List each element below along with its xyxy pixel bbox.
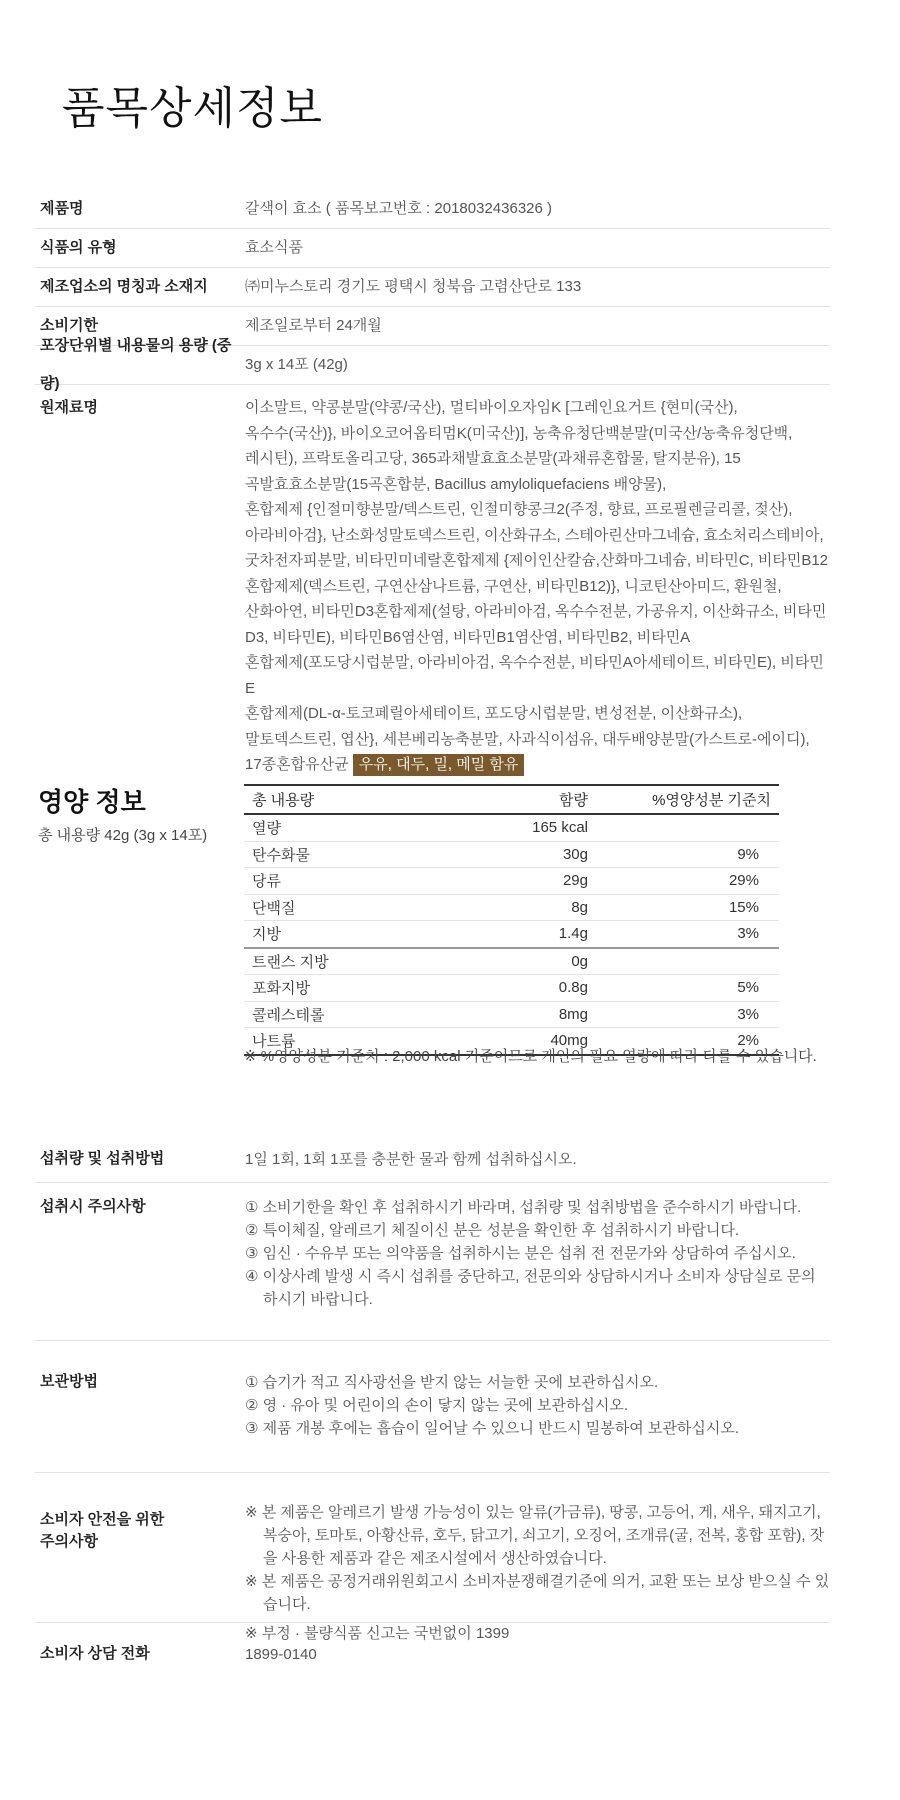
info-label: 제조업소의 명칭과 소재지: [40, 278, 208, 295]
nutrient-name: 당류: [244, 868, 460, 895]
intake-label: 섭취량 및 섭취방법: [40, 1150, 165, 1167]
allergen-badge: 우유, 대두, 밀, 메밀 함유: [353, 754, 525, 776]
nutrient-name: 포화지방: [244, 975, 460, 1002]
nutrient-amount: 0.8g: [460, 975, 596, 1002]
storage-section: [35, 1341, 830, 1473]
info-label: 소비기한: [40, 317, 98, 334]
nutrition-header-row: [244, 785, 779, 814]
ingredient-line: 곡발효효소분말(15곡혼합분, Bacillus amyloliquefaciens 배양물),: [245, 475, 667, 493]
info-value: 효소식품: [245, 239, 303, 256]
intake-value: 1일 1회, 1회 1포를 충분한 물과 함께 섭취하십시오.: [245, 1151, 577, 1168]
nutrition-row-sugar: [244, 868, 779, 895]
ingredient-line: D3, 비타민E), 비타민B6염산염, 비타민B1염산염, 비타민B2, 비타민A: [245, 628, 691, 646]
ingredient-line: 산화아연, 비타민D3혼합제제(설탕, 아라비아검, 옥수수전분, 가공유지, 이산화규소, 비타민: [245, 603, 827, 620]
phone-label: 소비자 상담 전화: [40, 1645, 150, 1662]
ingredient-line: 혼합제제(덱스트린, 구연산삼나트륨, 구연산, 비타민B12)}, 니코틴산아미드, 환원철,: [245, 577, 782, 595]
ingredients-text: [245, 395, 830, 778]
consumer-safety-label-line: 주의사항: [40, 1533, 98, 1550]
storage-item: ② 영 · 유아 및 어린이의 손이 닿지 않는 곳에 보관하십시오.: [245, 1397, 629, 1414]
ingredient-line: 혼합제제 {인절미향분말/덱스트린, 인절미향콩크2(주정, 향료, 프로필렌글리콜, 젖산),: [245, 501, 793, 518]
nutrition-row-trans-fat: [244, 948, 779, 975]
nutrition-col-amount: 함량: [460, 785, 596, 814]
info-row-capacity: [35, 337, 830, 392]
nutrient-percent: 2%: [596, 1028, 779, 1055]
info-value: ㈜미누스토리 경기도 평택시 청북읍 고렴산단로 133: [245, 278, 582, 295]
ingredient-line: 이소말트, 약콩분말(약콩/국산), 멀티바이오자임K [그레인요거트 {현미(국산),: [245, 399, 738, 416]
info-value: 갈색이 효소 ( 품목보고번호 : 2018032436326 ): [245, 200, 553, 217]
safety-item: ※ 본 제품은 공정거래위원회고시 소비자분쟁해결기준에 의거, 교환 또는 보상 받으실 수 있습니다.: [245, 1573, 830, 1613]
intake-section: [35, 1135, 830, 1183]
storage-item: ① 습기가 적고 직사광선을 받지 않는 서늘한 곳에 보관하십시오.: [245, 1374, 659, 1391]
usage-info-table: [35, 1135, 830, 1685]
nutrient-amount: 30g: [460, 841, 596, 868]
info-label: 식품의 유형: [40, 239, 117, 256]
safety-item: ※ 부정 · 불량식품 신고는 국번없이 1399: [245, 1625, 510, 1642]
nutrient-name: 단백질: [244, 894, 460, 921]
consumer-safety-label-line: 소비자 안전을 위한: [40, 1511, 165, 1528]
nutrient-percent: 3%: [596, 921, 779, 948]
ingredient-last-text: 17종혼합유산균: [245, 756, 349, 773]
nutrient-amount: 8g: [460, 894, 596, 921]
storage-list: [245, 1371, 830, 1472]
product-info-table: [35, 190, 830, 798]
cautions-label: 섭취시 주의사항: [40, 1198, 146, 1215]
ingredient-line: 혼합제제(포도당시럽분말, 아라비아검, 옥수수전분, 비타민A아세테이트, 비타민E), 비타민E: [245, 654, 824, 697]
nutrient-percent: 9%: [596, 841, 779, 868]
caution-item: ① 소비기한을 확인 후 섭취하시기 바라며, 섭취량 및 섭취방법을 준수하시기 바랍니다.: [245, 1199, 802, 1216]
nutrient-name: 탄수화물: [244, 841, 460, 868]
ingredient-line: 굿차전자피분말, 비타민미네랄혼합제제 {제이인산칼슘,산화마그네슘, 비타민C, 비타민B12: [245, 552, 829, 569]
phone-value: 1899-0140: [245, 1646, 317, 1663]
nutrition-note: ※ %영양성분 기준치 : 2,000 kcal 기준이므로 개인의 필요 열량에 따라 다를 수 있습니다.: [244, 1048, 817, 1065]
cautions-section: [35, 1183, 830, 1341]
nutrient-amount: 40mg: [460, 1028, 596, 1055]
nutrient-percent: 29%: [596, 868, 779, 895]
consumer-safety-section: [35, 1473, 830, 1642]
nutrient-name: 콜레스테롤: [244, 1001, 460, 1028]
storage-label: 보관방법: [40, 1373, 98, 1390]
nutrient-percent: [596, 948, 779, 975]
ingredient-line: [245, 752, 830, 778]
info-value: 제조일로부터 24개월: [245, 317, 382, 334]
nutrient-percent: 15%: [596, 894, 779, 921]
info-row-food-type: [35, 229, 830, 268]
info-label: 제품명: [40, 200, 84, 217]
nutrient-percent: 3%: [596, 1001, 779, 1028]
nutrient-amount: 1.4g: [460, 921, 596, 948]
info-label: 원재료명: [40, 399, 98, 416]
nutrient-amount: 8mg: [460, 1001, 596, 1028]
ingredient-line: 말토덱스트린, 엽산}, 세븐베리농축분말, 사과식이섬유, 대두배양분말(가스트로-에이디),: [245, 730, 810, 748]
safety-item: ※ 본 제품은 알레르기 발생 가능성이 있는 알류(가금류), 땅콩, 고등어, 게, 새우, 돼지고기, 복숭아, 토마토, 아황산류, 호두, 닭고기, 쇠고기, 오징어, 조개류(굴, 전복, 홍합 포함), 잣을 사용한 제품과 같은 제조시설에서 생산하였습니다.: [245, 1504, 825, 1567]
nutrient-name: 열량: [244, 814, 460, 841]
caution-item: ② 특이체질, 알레르기 체질이신 분은 성분을 확인한 후 섭취하시기 바랍니다.: [245, 1222, 739, 1239]
nutrition-col-percent: %영양성분 기준치: [596, 785, 779, 814]
nutrient-amount: 0g: [460, 948, 596, 975]
caution-item: ③ 임신 · 수유부 또는 의약품을 섭취하시는 분은 섭취 전 전문가와 상담하여 주십시오.: [245, 1245, 796, 1262]
nutrition-subtitle: 총 내용량 42g (3g x 14포): [38, 827, 208, 844]
ingredient-line: 레시틴), 프락토올리고당, 365과채발효효소분말(과채류혼합물, 탈지분유), 15: [245, 450, 741, 467]
info-label: 포장단위별 내용물의 용량 (중량): [40, 337, 232, 392]
caution-item: ④ 이상사례 발생 시 즉시 섭취를 중단하고, 전문의와 상담하시거나 소비자 상담실로 문의하시기 바랍니다.: [245, 1268, 816, 1308]
nutrition-table: [244, 784, 779, 1056]
nutrition-col-name: 총 내용량: [244, 785, 460, 814]
info-value: 3g x 14포 (42g): [245, 356, 348, 373]
ingredient-line: 혼합제제(DL-α-토코페릴아세테이트, 포도당시럽분말, 변성전분, 이산화규소),: [245, 705, 743, 722]
consumer-safety-list: [245, 1501, 830, 1642]
nutrition-row-saturated-fat: [244, 975, 779, 1002]
nutrient-name: 트랜스 지방: [244, 948, 460, 975]
cautions-list: [245, 1196, 830, 1340]
nutrient-amount: 165 kcal: [460, 814, 596, 841]
storage-item: ③ 제품 개봉 후에는 흡습이 일어날 수 있으니 반드시 밀봉하여 보관하십시오.: [245, 1420, 739, 1437]
ingredient-line: 옥수수(국산)}, 바이오코어옵티멈K(미국산)], 농축유청단백분말(미국산/농축유청단백,: [245, 424, 793, 442]
nutrient-amount: 29g: [460, 868, 596, 895]
nutrition-row-cholesterol: [244, 1001, 779, 1028]
consumer-safety-label: [35, 1501, 245, 1622]
nutrition-row-fat: [244, 921, 779, 948]
nutrient-name: 지방: [244, 921, 460, 948]
nutrient-percent: 5%: [596, 975, 779, 1002]
nutrition-row-protein: [244, 894, 779, 921]
nutrient-name: 나트륨: [244, 1028, 460, 1055]
nutrition-row-calories: [244, 814, 779, 841]
info-row-product-name: [35, 190, 830, 229]
info-row-ingredients: [35, 385, 830, 798]
nutrition-row-carbohydrate: [244, 841, 779, 868]
nutrient-percent: [596, 814, 779, 841]
info-row-manufacturer: [35, 268, 830, 307]
ingredient-line: 아라비아검}, 난소화성말토덱스트린, 이산화규소, 스테아린산마그네슘, 효소처리스테비아,: [245, 526, 824, 544]
nutrition-heading: 영양 정보: [38, 787, 146, 817]
page-title: 품목상세정보: [62, 84, 324, 133]
